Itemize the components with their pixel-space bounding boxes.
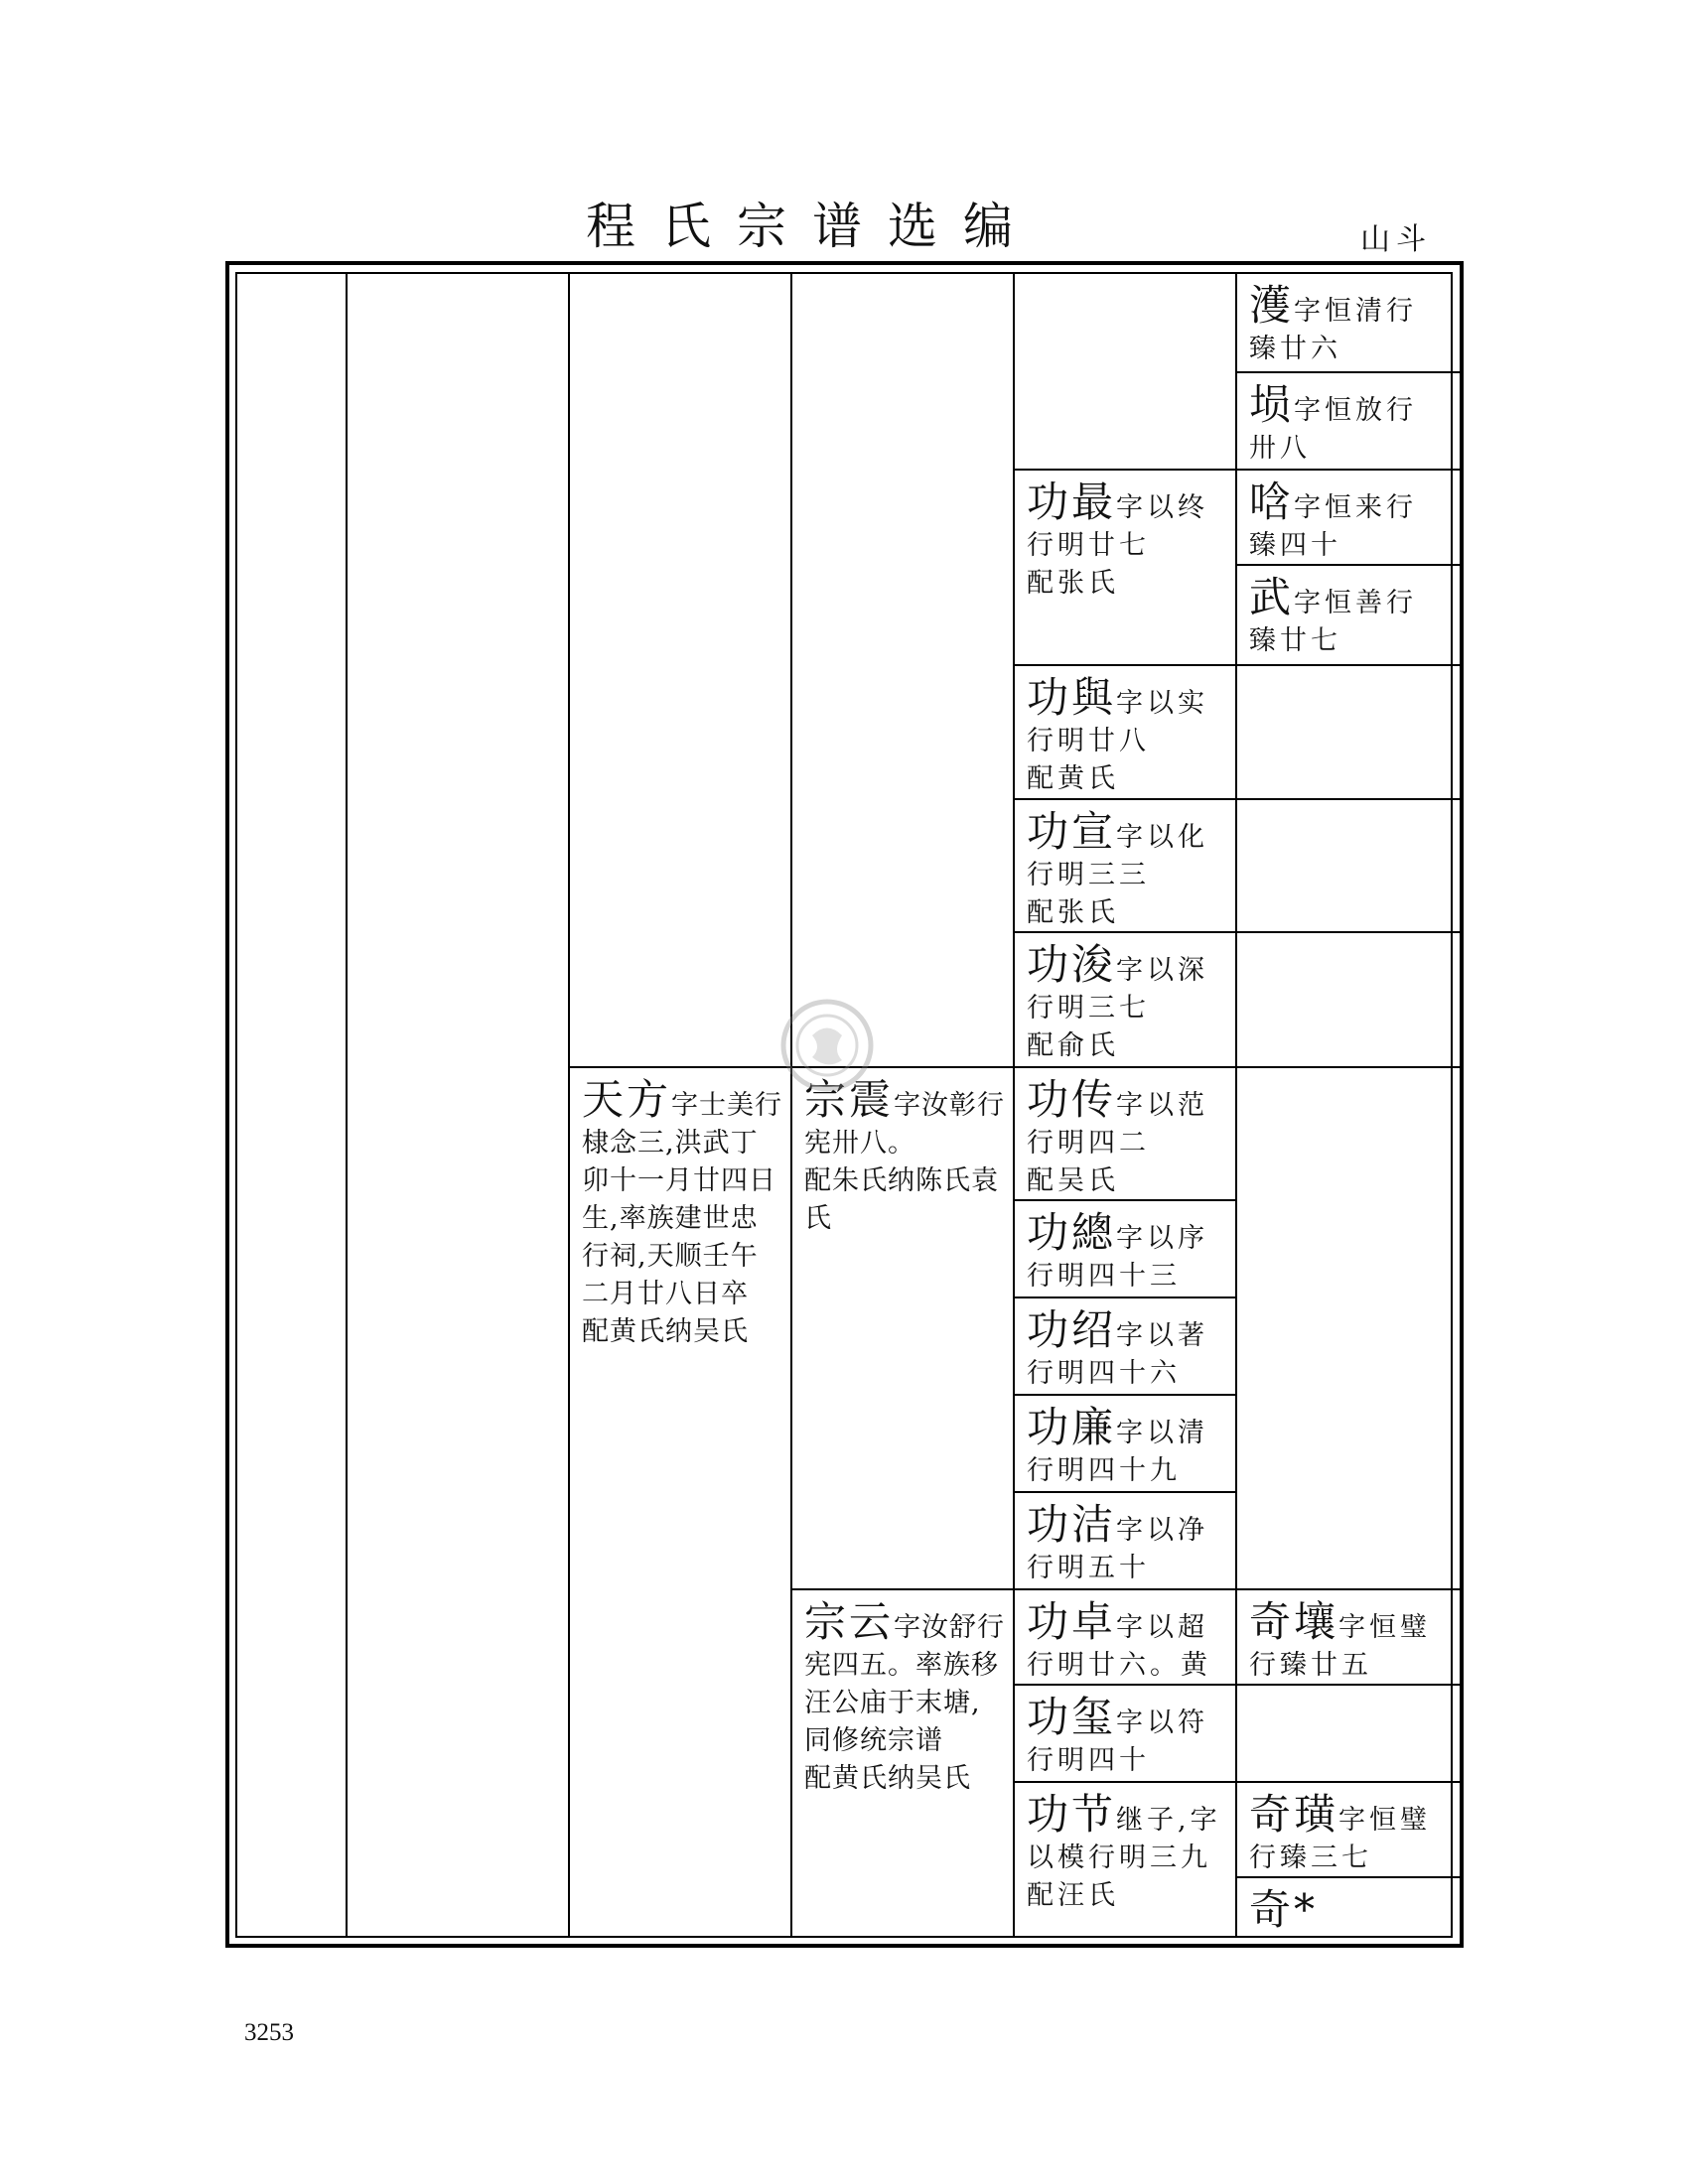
person-spouse: 配黄氏 <box>1027 763 1119 794</box>
person-name: 武 <box>1249 573 1295 621</box>
person-entry <box>792 1590 1013 1932</box>
watermark-seal-icon <box>777 996 877 1095</box>
person-name: 功總 <box>1027 1208 1117 1257</box>
person-details: 字恒善行臻廿七 <box>1249 588 1418 656</box>
person-name: 功玺 <box>1027 1693 1117 1741</box>
person-details: 字以清行明四十九 <box>1027 1418 1209 1486</box>
person-name: 天方 <box>582 1075 672 1124</box>
person-details: 字士美行棣念三,洪武丁卯十一月廿四日生,率族建世忠行祠,天顺壬午二月廿八日卒 <box>582 1090 783 1309</box>
person-entry <box>1015 933 1235 1066</box>
person-details: 字以化行明三三 <box>1027 822 1209 890</box>
person-details: 字以终行明廿七 <box>1027 492 1209 561</box>
person-spouse: 配俞氏 <box>1027 1030 1119 1061</box>
person-spouse: 配吴氏 <box>1027 1165 1119 1196</box>
person-entry <box>1015 800 1235 931</box>
person-name: 功最 <box>1027 478 1117 526</box>
person-entry <box>1015 666 1235 798</box>
person-details: 字以深行明三七 <box>1027 955 1209 1024</box>
person-entry <box>1237 566 1452 664</box>
person-name: 功卓 <box>1027 1597 1117 1646</box>
person-entry <box>1237 274 1452 371</box>
person-name: 唅 <box>1249 478 1295 526</box>
person-name: 功宣 <box>1027 807 1117 856</box>
person-details: 字恒璧行臻三七 <box>1249 1805 1432 1873</box>
person-spouse: 配朱氏纳陈氏袁氏 <box>804 1165 999 1234</box>
person-spouse: 配汪氏 <box>1027 1880 1119 1911</box>
person-name: 奇* <box>1249 1885 1319 1932</box>
person-entry <box>1237 373 1452 469</box>
person-details: 字以著行明四十六 <box>1027 1320 1209 1389</box>
person-name: 功绍 <box>1027 1305 1117 1354</box>
person-details: 字以实行明廿八 <box>1027 688 1209 756</box>
person-name: 功洁 <box>1027 1500 1117 1549</box>
person-details: 继子,字以模行明三九 <box>1027 1805 1221 1873</box>
person-entry <box>1015 1686 1235 1781</box>
person-entry <box>792 1068 1013 1588</box>
person-name: 宗云 <box>804 1597 895 1646</box>
person-name: 功浚 <box>1027 940 1117 989</box>
person-details: 字汝彰行宪卅八。 <box>804 1090 1006 1159</box>
person-entry <box>1015 1201 1235 1297</box>
person-name: 功传 <box>1027 1075 1117 1124</box>
page-tag: 山斗 <box>1360 222 1432 257</box>
person-entry <box>1237 1590 1452 1684</box>
person-name: 埙 <box>1249 380 1295 429</box>
person-details: 字以超行明廿六。黄 <box>1027 1612 1211 1681</box>
person-spouse: 配张氏 <box>1027 897 1119 928</box>
person-entry <box>1015 1493 1235 1588</box>
person-entry <box>1015 1298 1235 1394</box>
person-details: 字以范行明四二 <box>1027 1090 1209 1159</box>
person-name: 奇壤 <box>1249 1597 1339 1646</box>
person-name: 濩 <box>1249 281 1295 330</box>
person-name: 功节 <box>1027 1790 1117 1839</box>
person-name: 功與 <box>1027 673 1117 722</box>
person-details: 字恒璧行臻廿五 <box>1249 1612 1432 1681</box>
person-name: 奇璜 <box>1249 1790 1339 1839</box>
person-details: 字以序行明四十三 <box>1027 1223 1209 1292</box>
person-details: 字恒清行臻廿六 <box>1249 296 1418 364</box>
person-name: 功廉 <box>1027 1403 1117 1451</box>
person-entry <box>1015 1783 1235 1932</box>
person-details: 字恒放行卅八 <box>1249 395 1418 464</box>
person-spouse: 配黄氏纳吴氏 <box>582 1316 749 1347</box>
page-number: 3253 <box>244 2019 294 2046</box>
person-entry <box>1015 1068 1235 1199</box>
person-entry <box>1015 1590 1235 1684</box>
person-spouse: 配黄氏纳吴氏 <box>804 1763 971 1794</box>
person-entry <box>1015 1396 1235 1491</box>
person-entry <box>1237 471 1452 564</box>
person-details: 字汝舒行宪四五。率族移汪公庙于末塘,同修统宗谱 <box>804 1612 1006 1756</box>
person-name: 宗震 <box>804 1075 895 1124</box>
page-title: 程氏宗谱选编 <box>586 198 1039 255</box>
person-details: 字以符行明四十 <box>1027 1707 1209 1776</box>
person-entry <box>1237 1783 1452 1876</box>
person-spouse: 配张氏 <box>1027 568 1119 599</box>
person-details: 字以净行明五十 <box>1027 1515 1209 1583</box>
person-entry <box>1015 471 1235 664</box>
column-divider <box>346 272 348 1938</box>
person-details: 字恒来行臻四十 <box>1249 492 1418 561</box>
person-entry <box>1237 1878 1452 1932</box>
person-entry <box>570 1068 790 1932</box>
